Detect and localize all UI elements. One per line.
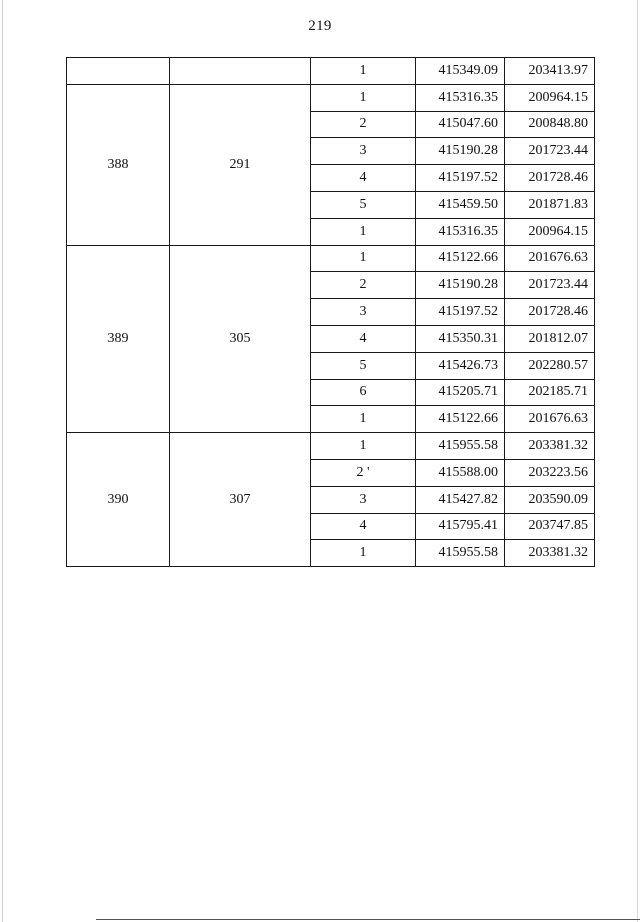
x-coordinate-cell: 415122.66 — [416, 245, 505, 272]
plot-number-cell: 307 — [170, 433, 311, 567]
point-cell: 4 — [311, 165, 416, 192]
plot-cell-empty — [170, 58, 311, 85]
point-cell: 3 — [311, 486, 416, 513]
point-cell: 5 — [311, 191, 416, 218]
y-coordinate-cell: 201871.83 — [505, 191, 595, 218]
y-coordinate-cell: 200964.15 — [505, 218, 595, 245]
point-cell: 1 — [311, 84, 416, 111]
y-coordinate-cell: 203381.32 — [505, 433, 595, 460]
x-coordinate-cell: 415122.66 — [416, 406, 505, 433]
y-coordinate-cell: 201728.46 — [505, 165, 595, 192]
x-coordinate-cell: 415197.52 — [416, 165, 505, 192]
point-cell: 2 ' — [311, 459, 416, 486]
page-number: 219 — [308, 18, 332, 34]
plot-number-cell: 305 — [170, 245, 311, 433]
x-coordinate-cell: 415047.60 — [416, 111, 505, 138]
scan-edge-right — [637, 0, 638, 922]
x-coordinate-cell: 415955.58 — [416, 540, 505, 567]
y-coordinate-cell: 203381.32 — [505, 540, 595, 567]
x-coordinate-cell: 415197.52 — [416, 299, 505, 326]
point-cell: 5 — [311, 352, 416, 379]
y-coordinate-cell: 202280.57 — [505, 352, 595, 379]
point-cell: 1 — [311, 406, 416, 433]
x-coordinate-cell: 415427.82 — [416, 486, 505, 513]
y-coordinate-cell: 201723.44 — [505, 272, 595, 299]
point-cell: 1 — [311, 58, 416, 85]
y-coordinate-cell: 203223.56 — [505, 459, 595, 486]
x-coordinate-cell: 415349.09 — [416, 58, 505, 85]
scan-edge-bottom — [96, 919, 640, 920]
y-coordinate-cell: 201676.63 — [505, 406, 595, 433]
y-coordinate-cell: 201676.63 — [505, 245, 595, 272]
table-body — [67, 58, 595, 567]
scan-edge-left — [2, 0, 3, 922]
y-coordinate-cell: 200848.80 — [505, 111, 595, 138]
point-cell: 2 — [311, 111, 416, 138]
group-id-cell: 389 — [67, 245, 170, 433]
x-coordinate-cell: 415426.73 — [416, 352, 505, 379]
x-coordinate-cell: 415350.31 — [416, 325, 505, 352]
point-cell: 3 — [311, 138, 416, 165]
x-coordinate-cell: 415316.35 — [416, 84, 505, 111]
y-coordinate-cell: 201728.46 — [505, 299, 595, 326]
point-cell: 3 — [311, 299, 416, 326]
x-coordinate-cell: 415190.28 — [416, 272, 505, 299]
x-coordinate-cell: 415190.28 — [416, 138, 505, 165]
x-coordinate-cell: 415795.41 — [416, 513, 505, 540]
y-coordinate-cell: 201723.44 — [505, 138, 595, 165]
coordinates-table — [66, 57, 595, 567]
point-cell: 2 — [311, 272, 416, 299]
point-cell: 1 — [311, 245, 416, 272]
coordinates-table-container — [66, 57, 595, 567]
group-id-cell: 390 — [67, 433, 170, 567]
point-cell: 1 — [311, 540, 416, 567]
y-coordinate-cell: 200964.15 — [505, 84, 595, 111]
point-cell: 1 — [311, 218, 416, 245]
y-coordinate-cell: 203747.85 — [505, 513, 595, 540]
x-coordinate-cell: 415205.71 — [416, 379, 505, 406]
x-coordinate-cell: 415588.00 — [416, 459, 505, 486]
y-coordinate-cell: 201812.07 — [505, 325, 595, 352]
group-id-cell: 388 — [67, 84, 170, 245]
point-cell: 6 — [311, 379, 416, 406]
y-coordinate-cell: 203413.97 — [505, 58, 595, 85]
table-row-continuation — [67, 58, 595, 85]
table-row — [67, 84, 595, 111]
point-cell: 4 — [311, 513, 416, 540]
table-row — [67, 245, 595, 272]
plot-number-cell: 291 — [170, 84, 311, 245]
point-cell: 4 — [311, 325, 416, 352]
group-id-cell-empty — [67, 58, 170, 85]
x-coordinate-cell: 415955.58 — [416, 433, 505, 460]
point-cell: 1 — [311, 433, 416, 460]
x-coordinate-cell: 415459.50 — [416, 191, 505, 218]
table-row — [67, 433, 595, 460]
y-coordinate-cell: 202185.71 — [505, 379, 595, 406]
y-coordinate-cell: 203590.09 — [505, 486, 595, 513]
x-coordinate-cell: 415316.35 — [416, 218, 505, 245]
